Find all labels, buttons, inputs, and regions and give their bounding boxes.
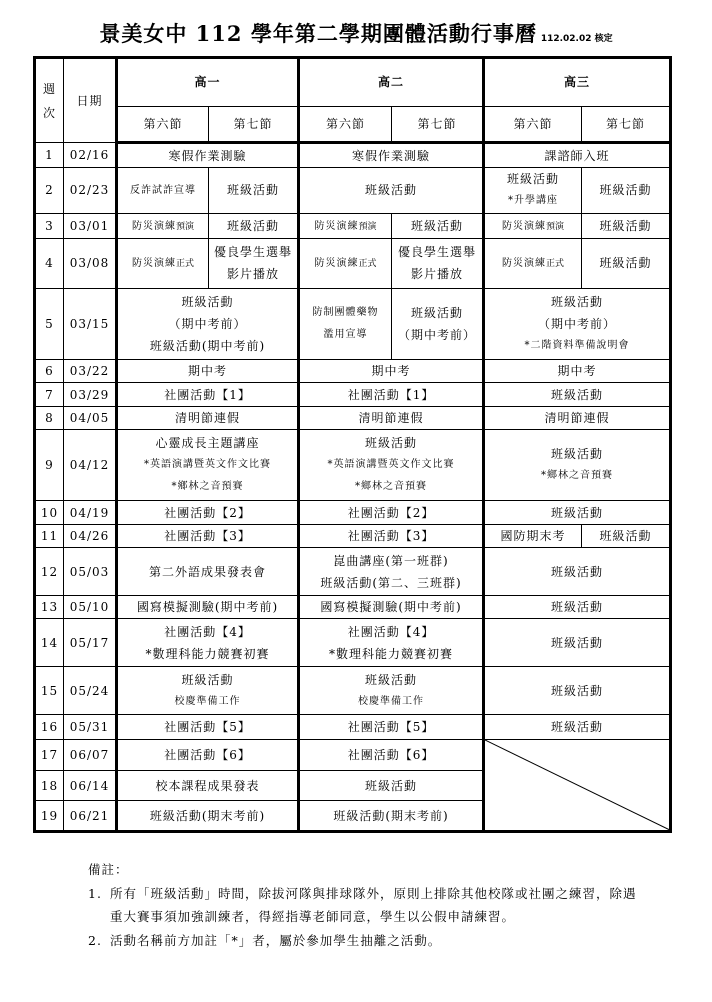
g1-cell: 班級活動(期末考前)	[117, 801, 299, 832]
g2-line1: 班級活動	[365, 672, 418, 687]
table-row	[35, 595, 671, 618]
g3-cell: 班級活動	[484, 667, 671, 715]
date-cell: 03/08	[64, 239, 117, 289]
table-row	[35, 167, 671, 213]
g2-cell	[299, 548, 484, 596]
g2-cell: 國寫模擬測驗(期中考前)	[299, 595, 484, 618]
g3-line2: *鄉林之音預賽	[541, 470, 614, 482]
g1-p7-cell: 班級活動	[209, 213, 299, 238]
date-cell: 03/22	[64, 360, 117, 383]
table-row	[35, 288, 671, 359]
week-cell: 12	[35, 548, 64, 596]
g1-line2: *英語演講暨英文作文比賽	[144, 459, 271, 471]
diagonal-line	[485, 740, 669, 830]
remark-text: 活動名稱前方加註「*」者，屬於參加學生抽離之活動。	[110, 932, 442, 948]
date-cell: 04/26	[64, 524, 117, 547]
week-cell: 16	[35, 714, 64, 739]
week-cell: 5	[35, 288, 64, 359]
g2-p6-tag: 正式	[358, 259, 377, 270]
title-text: 景美女中 112 學年第二學期團體活動行事曆	[99, 21, 537, 46]
g1-cell	[117, 667, 299, 715]
date-cell: 06/07	[64, 740, 117, 771]
g2-cell: 社團活動【6】	[299, 740, 484, 771]
g3-p6-cell	[484, 239, 582, 289]
date-cell: 05/17	[64, 619, 117, 667]
table-row	[35, 619, 671, 667]
header-g2-period6: 第六節	[299, 106, 392, 143]
g3-line1: 班級活動	[551, 447, 604, 462]
table-row	[35, 360, 671, 383]
date-cell: 06/21	[64, 801, 117, 832]
g1-line1: 班級活動	[181, 672, 234, 687]
header-g2-period7: 第七節	[392, 106, 484, 143]
week-cell: 2	[35, 167, 64, 213]
g3-line3: *二階資料準備說明會	[524, 339, 630, 351]
g3-p7-cell: 班級活動	[582, 239, 671, 289]
date-cell: 05/10	[64, 595, 117, 618]
g2-line2: 班級活動(第二、三班群)	[320, 575, 462, 590]
g1-cell: 社團活動【3】	[117, 524, 299, 547]
table-row	[35, 406, 671, 429]
header-grade-1: 高一	[117, 58, 299, 107]
g2-p7-line2: 影片播放	[411, 267, 464, 282]
g1-cell: 校本課程成果發表	[117, 770, 299, 801]
week-cell: 6	[35, 360, 64, 383]
g1-cell: 社團活動【5】	[117, 714, 299, 739]
g2-p6-cell	[299, 239, 392, 289]
table-row	[35, 667, 671, 715]
header-week: 週次	[35, 58, 64, 143]
header-date: 日期	[64, 58, 117, 143]
g1-cell: 社團活動【2】	[117, 501, 299, 524]
date-cell: 04/05	[64, 406, 117, 429]
g1-p7-line2: 影片播放	[227, 267, 280, 282]
g1-p6-cell	[117, 167, 209, 213]
g1-cell: 第二外語成果發表會	[117, 548, 299, 596]
g2-cell: 社團活動【1】	[299, 383, 484, 406]
g2-cell: 期中考	[299, 360, 484, 383]
week-cell: 19	[35, 801, 64, 832]
g3-cell: 班級活動	[484, 501, 671, 524]
g2-p6-line2: 濫用宣導	[323, 328, 368, 340]
date-cell: 03/29	[64, 383, 117, 406]
g1-line2: *數理科能力競賽初賽	[145, 646, 270, 661]
g3-p6-line1: 班級活動	[507, 172, 560, 187]
g1-line1: 社團活動【4】	[164, 624, 251, 639]
g3-p7-cell: 班級活動	[582, 167, 671, 213]
g1-cell	[117, 288, 299, 359]
approved-note: 112.02.02 核定	[540, 34, 613, 44]
g2-line2: *數理科能力競賽初賽	[329, 646, 454, 661]
g3-line1: 班級活動	[551, 294, 604, 309]
date-cell: 02/16	[64, 143, 117, 167]
table-row	[35, 714, 671, 739]
g3-p6-cell	[484, 167, 582, 213]
g1-cell: 國寫模擬測驗(期中考前)	[117, 595, 299, 618]
week-cell: 14	[35, 619, 64, 667]
g1-p6-text: 防災演練	[131, 220, 176, 232]
g2-cell: 清明節連假	[299, 406, 484, 429]
g2-p7-line1: 班級活動	[411, 305, 464, 320]
header-row-periods	[35, 106, 671, 143]
g3-empty-diagonal-cell	[484, 740, 671, 832]
header-g1-period7: 第七節	[209, 106, 299, 143]
date-cell: 04/19	[64, 501, 117, 524]
table-row	[35, 740, 671, 771]
table-row	[35, 524, 671, 547]
g1-cell: 社團活動【1】	[117, 383, 299, 406]
table-row	[35, 548, 671, 596]
g2-line1: 社團活動【4】	[347, 624, 435, 639]
g1-p6-text: 防災演練	[131, 258, 176, 270]
g2-line1: 班級活動	[365, 436, 418, 451]
g1-p7-cell	[209, 239, 299, 289]
g2-p7-line2: （期中考前）	[398, 327, 477, 342]
date-cell: 05/03	[64, 548, 117, 596]
g2-cell: 班級活動	[299, 167, 484, 213]
table-row	[35, 239, 671, 289]
g2-cell: 社團活動【2】	[299, 501, 484, 524]
table-row	[35, 430, 671, 501]
g2-cell	[299, 619, 484, 667]
g3-cell: 班級活動	[484, 714, 671, 739]
table-row	[35, 383, 671, 406]
remark-text: 所有「班級活動」時間，除拔河隊與排球隊外，原則上排除其他校隊或社團之練習，除遇重大賽事須加強訓練者，得經指導老師同意，學生以公假申請練習。	[110, 885, 637, 924]
g2-cell: 寒假作業測驗	[299, 143, 484, 167]
g3-cell: 期中考	[484, 360, 671, 383]
g1-p7-cell: 班級活動	[209, 167, 299, 213]
week-cell: 10	[35, 501, 64, 524]
g1-line1: 班級活動	[181, 294, 234, 309]
remark-number: 2.	[88, 932, 102, 948]
g3-line2: （期中考前）	[538, 316, 617, 331]
date-cell: 06/14	[64, 770, 117, 801]
g3-p6-text: 防災演練	[502, 258, 547, 270]
header-grade-3: 高三	[484, 58, 671, 107]
g3-cell: 課諮師入班	[484, 143, 671, 167]
week-cell: 1	[35, 143, 64, 167]
g1-cell: 期中考	[117, 360, 299, 383]
header-g3-period7: 第七節	[582, 106, 671, 143]
g2-p6-cell	[299, 288, 392, 359]
date-cell: 05/31	[64, 714, 117, 739]
remarks	[88, 858, 648, 952]
g1-p6-cell	[117, 239, 209, 289]
header-g3-period6: 第六節	[484, 106, 582, 143]
date-cell: 04/12	[64, 430, 117, 501]
week-cell: 4	[35, 239, 64, 289]
g3-cell: 班級活動	[484, 595, 671, 618]
week-cell: 17	[35, 740, 64, 771]
g3-p6-line2: *升學講座	[508, 195, 559, 207]
week-cell: 13	[35, 595, 64, 618]
g1-p6-tag: 預演	[175, 221, 194, 232]
week-cell: 7	[35, 383, 64, 406]
week-cell: 3	[35, 213, 64, 238]
g2-cell: 社團活動【3】	[299, 524, 484, 547]
week-cell: 9	[35, 430, 64, 501]
table-row	[35, 501, 671, 524]
header-grade-2: 高二	[299, 58, 484, 107]
week-cell: 8	[35, 406, 64, 429]
table-row	[35, 143, 671, 167]
g1-cell	[117, 430, 299, 501]
remarks-heading: 備註：	[88, 862, 129, 877]
week-cell: 11	[35, 524, 64, 547]
g1-line2: （期中考前）	[168, 316, 247, 331]
g3-p6-text: 防災演練	[502, 220, 547, 232]
g1-p6-tag: 正式	[175, 259, 194, 270]
g2-cell: 班級活動	[299, 770, 484, 801]
date-cell: 03/15	[64, 288, 117, 359]
week-cell: 18	[35, 770, 64, 801]
g2-line2: *英語演講暨英文作文比賽	[327, 459, 455, 471]
g3-p7-cell: 班級活動	[582, 213, 671, 238]
g3-cell	[484, 288, 671, 359]
g3-cell: 班級活動	[484, 619, 671, 667]
remark-number: 1.	[88, 885, 102, 901]
g3-p6-tag: 預演	[546, 221, 565, 232]
g2-p7-line1: 優良學生選舉	[398, 245, 477, 260]
g3-p7-cell: 班級活動	[582, 524, 671, 547]
g2-p7-cell	[392, 239, 484, 289]
g1-line1: 心靈成長主題講座	[155, 436, 260, 451]
date-cell: 02/23	[64, 167, 117, 213]
g2-p6-cell	[299, 213, 392, 238]
g3-cell: 班級活動	[484, 383, 671, 406]
g2-p6-line1: 防制團體藥物	[312, 306, 379, 318]
table-row	[35, 213, 671, 238]
g3-cell	[484, 430, 671, 501]
header-row-grades	[35, 58, 671, 107]
g2-cell: 班級活動(期末考前)	[299, 801, 484, 832]
g3-p6-cell: 國防期末考	[484, 524, 582, 547]
g3-cell: 清明節連假	[484, 406, 671, 429]
remark-item	[88, 929, 648, 953]
g2-p6-tag: 預演	[358, 221, 377, 232]
g1-line3: 班級活動(期中考前)	[149, 338, 266, 353]
g2-line2: 校慶準備工作	[358, 695, 425, 707]
g1-p7-line1: 優良學生選舉	[214, 245, 293, 260]
page-title	[0, 18, 712, 48]
g1-p6-text: 反詐試詐宣導	[130, 185, 196, 197]
g1-p6-cell	[117, 213, 209, 238]
g2-p7-cell: 班級活動	[392, 213, 484, 238]
remark-item	[88, 882, 648, 929]
g1-cell: 寒假作業測驗	[117, 143, 299, 167]
g2-line1: 崑曲講座(第一班群)	[333, 553, 449, 568]
g1-line3: *鄉林之音預賽	[171, 481, 244, 493]
g3-p6-tag: 正式	[546, 259, 565, 270]
g1-cell	[117, 619, 299, 667]
g2-line3: *鄉林之音預賽	[355, 481, 428, 493]
g2-p6-text: 防災演練	[314, 258, 359, 270]
g3-cell: 班級活動	[484, 548, 671, 596]
g2-cell	[299, 430, 484, 501]
g2-cell: 社團活動【5】	[299, 714, 484, 739]
week-cell: 15	[35, 667, 64, 715]
header-g1-period6: 第六節	[117, 106, 209, 143]
g2-cell	[299, 667, 484, 715]
date-cell: 03/01	[64, 213, 117, 238]
g2-p6-text: 防災演練	[314, 220, 359, 232]
g1-line2: 校慶準備工作	[174, 695, 241, 707]
g3-p6-cell	[484, 213, 582, 238]
g1-cell: 清明節連假	[117, 406, 299, 429]
schedule-table	[33, 56, 672, 833]
g2-p7-cell	[392, 288, 484, 359]
date-cell: 05/24	[64, 667, 117, 715]
g1-cell: 社團活動【6】	[117, 740, 299, 771]
